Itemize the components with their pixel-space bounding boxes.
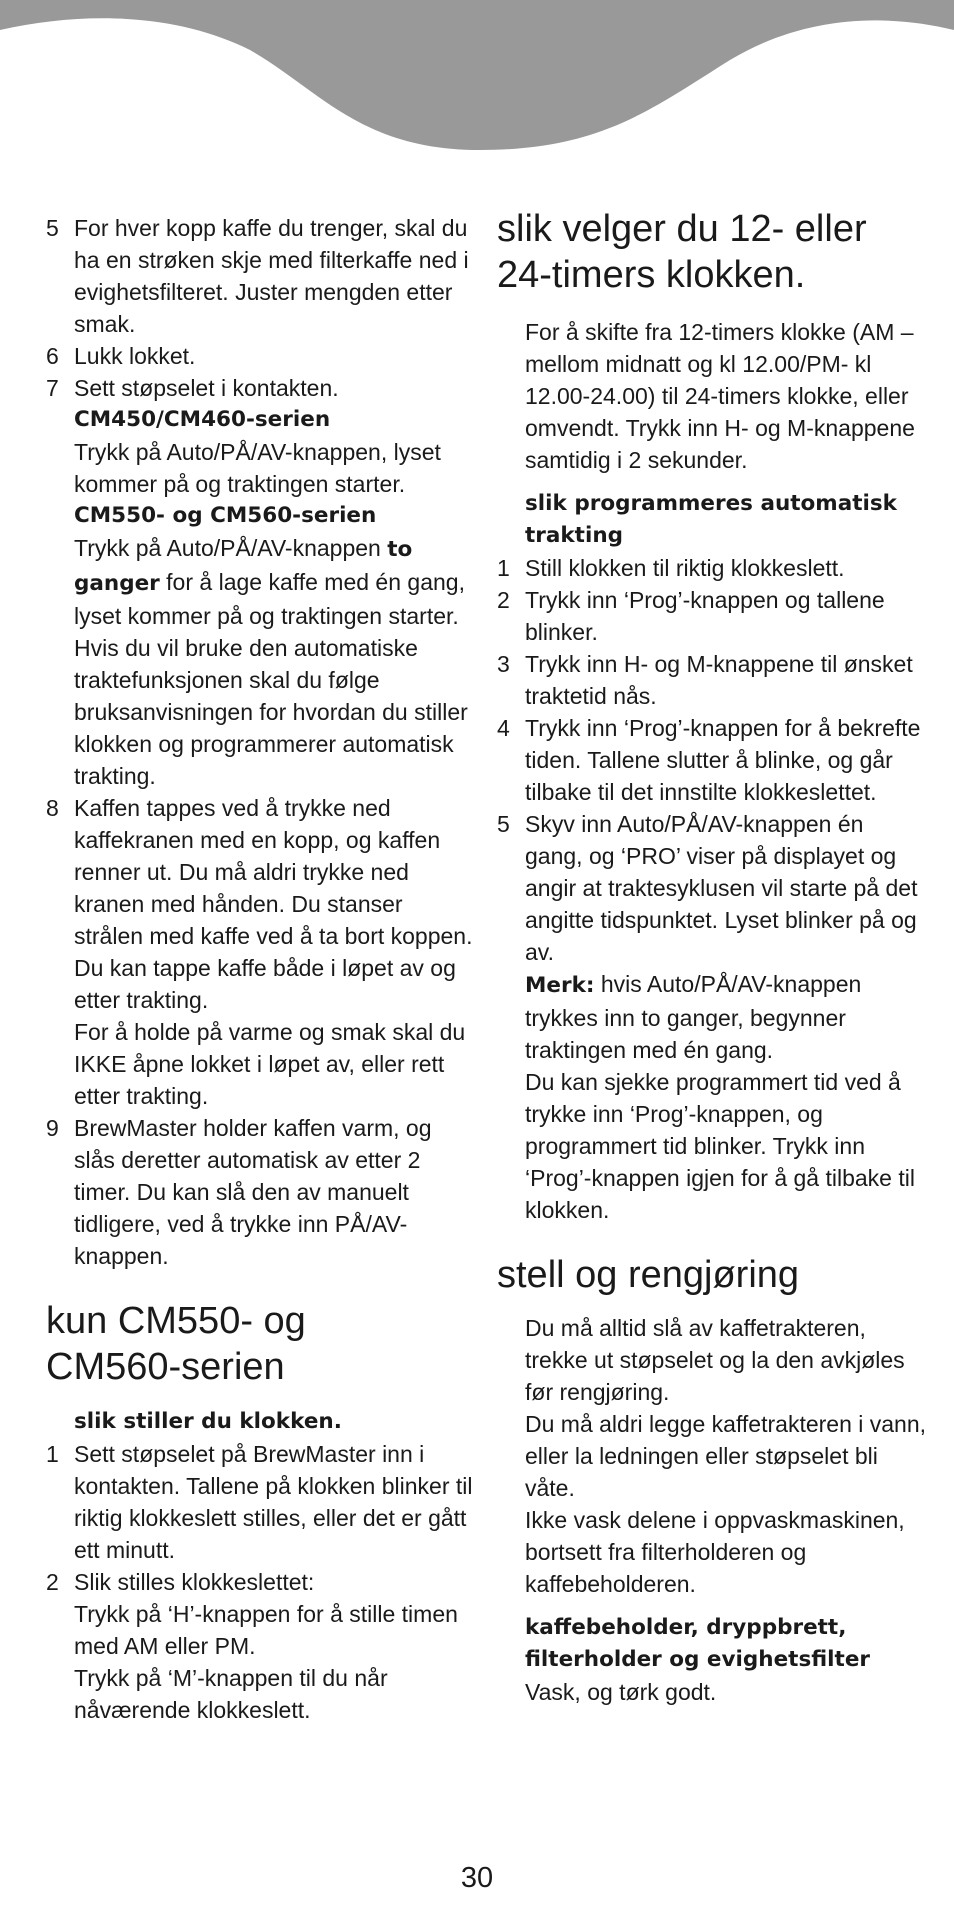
clock-step-2 [46,1566,476,1726]
left-column [46,212,476,1726]
list-number: 2 [497,587,510,613]
care-paragraph-3: Ikke vask delene i oppvaskmaskinen, bortsett fra filterholderen og kaffebeholderen. [525,1507,905,1597]
list-text: Still klokken til riktig klokkeslett. [525,555,845,581]
series-text-cm450: Trykk på Auto/PÅ/AV-knappen, lyset kommer på og traktingen starter. [74,439,441,497]
list-item-8 [46,792,476,1112]
list-number: 1 [497,555,510,581]
right-column [497,208,927,1708]
list-text: Skyv inn Auto/PÅ/AV-knappen én gang, og ‘PRO’ viser på displayet og angir at traktesyklusen vil starte på det angitte tidspunktet. Lyset blinker på og av. [525,811,918,965]
subheading-set-clock: slik stiller du klokken. [74,1409,342,1434]
care-paragraph-1: Du må alltid slå av kaffetrakteren, trekke ut støpselet og la den avkjøles før rengjøring. [525,1315,905,1405]
section-heading-cm550: kun CM550- og CM560-serien [46,1300,306,1388]
list-text: Slik stilles klokkeslettet: [74,1569,315,1595]
prog-step-4 [497,712,927,808]
list-text-continued: Trykk på ‘M’-knappen til du når nåværende klokkeslett. [74,1665,388,1723]
clock-step-1 [46,1438,476,1566]
list-text-continued: Trykk på ‘H’-knappen for å stille timen med AM eller PM. [74,1601,458,1659]
emphasis-text: to ganger [74,537,413,596]
prog-step-2 [497,584,927,648]
list-number: 3 [497,651,510,677]
note-label: Merk: [525,973,595,998]
list-item-5 [46,212,476,340]
prog-step-3 [497,648,927,712]
list-text: Trykk inn H- og M-knappene til ønsket traktetid nås. [525,651,913,709]
list-number: 8 [46,795,59,821]
clock-mode-paragraph: For å skifte fra 12-timers klokke (AM –mellom midnatt og kl 12.00/PM- kl 12.00-24.00) til 24-timers klokke, eller omvendt. Trykk inn H- og M-knappene samtidig i 2 sekunder. [525,319,915,473]
header-wave-decoration [0,0,954,160]
list-item-6 [46,340,476,372]
list-number: 2 [46,1569,59,1595]
care-paragraph-4: Vask, og tørk godt. [525,1679,717,1705]
list-text-continued: Du kan sjekke programmert tid ved å trykke inn ‘Prog’-knappen, og programmert tid blinker. Trykk inn ‘Prog’-knappen igjen for å gå tilbake til klokken. [525,1069,915,1223]
list-text: Kaffen tappes ved å trykke ned kaffekranen med en kopp, og kaffen renner ut. Du må aldri trykke ned kranen med hånden. Du stanser strålen med kaffe ved å ta bort koppen. Du kan tappe kaffe både i løpet av og etter trakting. [74,795,473,1013]
prog-step-1 [497,552,927,584]
list-number: 4 [497,715,510,741]
list-number: 5 [497,811,510,837]
note-text: Merk: hvis Auto/PÅ/AV-knappen trykkes inn to ganger, begynner traktingen med én gang. [525,971,862,1063]
section-heading-care: stell og rengjøring [497,1254,800,1296]
care-paragraph-2: Du må aldri legge kaffetrakteren i vann, eller la ledningen eller støpselet bli våte. [525,1411,927,1501]
list-text: For hver kopp kaffe du trenger, skal du ha en strøken skje med filterkaffe ned i evighetsfilteret. Juster mengden etter smak. [74,215,469,337]
list-number: 9 [46,1115,59,1141]
subheading-parts: kaffebeholder, dryppbrett, filterholder og evighetsfilter [525,1615,871,1672]
list-text: Trykk inn ‘Prog’-knappen for å bekrefte tiden. Tallene slutter å blinke, og går tilbake til det innstilte klokkeslettet. [525,715,921,805]
list-item-7 [46,372,476,792]
list-item-9 [46,1112,476,1272]
subheading-auto-brew: slik programmeres automatisk trakting [525,491,897,548]
series-label-cm450: CM450/CM460-serien [74,407,331,432]
list-text: Trykk inn ‘Prog’-knappen og tallene blinker. [525,587,885,645]
section-heading-clock-mode: slik velger du 12- eller 24-timers klokken. [497,208,867,296]
series-label-cm550: CM550- og CM560-serien [74,503,377,528]
page-number: 30 [460,1862,494,1894]
list-text: Sett støpselet på BrewMaster inn i kontakten. Tallene på klokken blinker til riktig klokkeslett stilles, eller det er gått ett minutt. [74,1441,473,1563]
list-text-continued: For å holde på varme og smak skal du IKKE åpne lokket i løpet av, eller rett etter trakting. [74,1019,466,1109]
list-number: 6 [46,343,59,369]
prog-step-5 [497,808,927,1226]
list-number: 7 [46,375,59,401]
series-text-cm550: Trykk på Auto/PÅ/AV-knappen to ganger for å lage kaffe med én gang, lyset kommer på og traktingen starter. Hvis du vil bruke den automatiske traktefunksjonen skal du følge bruksanvisningen for hvordan du stiller klokken og programmerer automatisk trakting. [74,535,468,789]
list-number: 5 [46,215,59,241]
list-text: BrewMaster holder kaffen varm, og slås deretter automatisk av etter 2 timer. Du kan slå den av manuelt tidligere, ved å trykke inn PÅ/AV-knappen. [74,1115,432,1269]
list-text: Sett støpselet i kontakten. [74,375,339,401]
list-text: Lukk lokket. [74,343,196,369]
list-number: 1 [46,1441,59,1467]
